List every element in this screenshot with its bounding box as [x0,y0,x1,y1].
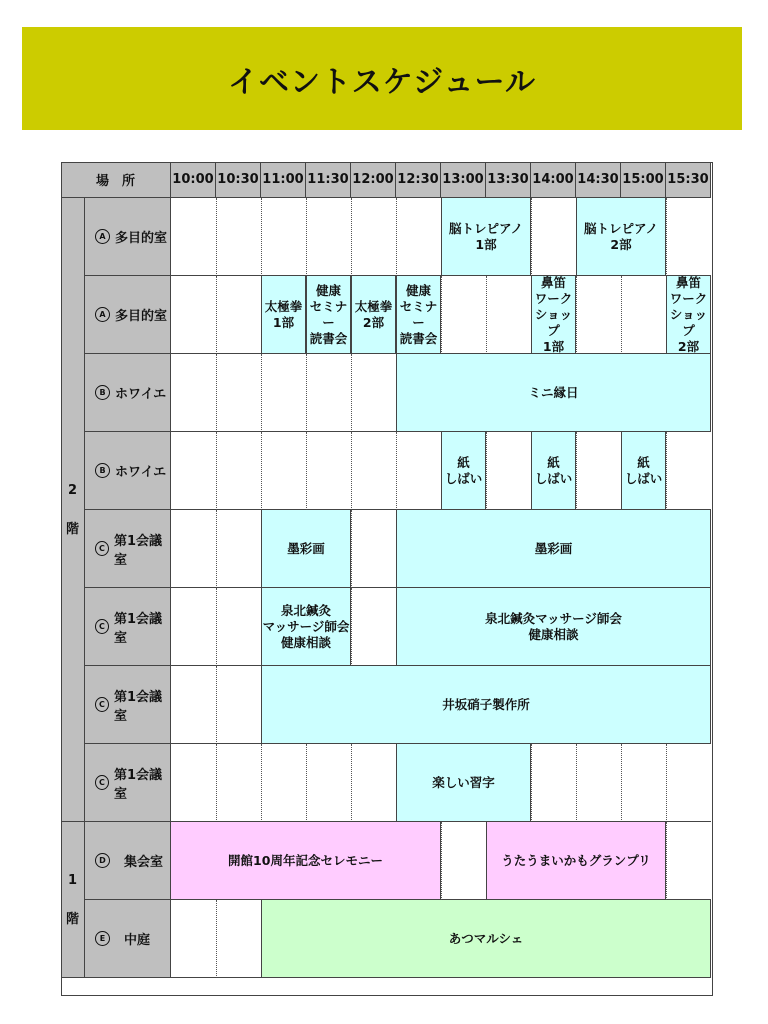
room-name: 多目的室 [115,231,168,246]
room-name: 集会室 [124,855,164,870]
event-block: 太極拳 2部 [351,276,396,354]
room-name: ホワイエ [115,465,167,480]
event-block: 太極拳 1部 [261,276,306,354]
floor-label-text: 階 [65,911,79,927]
time-header: 10:00 [171,162,216,198]
room-mark-icon: D [95,853,110,868]
table-frame [61,162,713,996]
event-block: 墨彩画 [396,510,711,588]
schedule-table [61,162,713,996]
room-name: 第1会議室 [113,767,162,802]
room-name: 多目的室 [115,309,168,324]
time-header: 14:30 [576,162,621,198]
event-block: うたうまいかもグランプリ [486,822,666,900]
room-mark-icon: C [95,697,109,712]
event-block: 楽しい習字 [396,744,531,822]
time-header: 10:30 [216,162,261,198]
event-block: あつマルシェ [261,900,711,978]
time-header: 15:00 [621,162,666,198]
event-block: 鼻笛 ワーク ショップ 1部 [531,276,576,354]
title-banner [22,27,742,130]
event-block: 紙 しばい [621,432,666,510]
event-block: ミニ縁日 [396,354,711,432]
event-block: 紙 しばい [441,432,486,510]
event-block: 紙 しばい [531,432,576,510]
room-name: 第1会議室 [113,611,162,646]
page-title: イベントスケジュール [228,64,536,100]
room-mark-icon: A [95,307,110,322]
room-mark-icon: C [95,541,109,556]
event-block: 鼻笛 ワーク ショップ 2部 [666,276,711,354]
time-header: 14:00 [531,162,576,198]
time-header: 12:00 [351,162,396,198]
event-block: 井坂硝子製作所 [261,666,711,744]
room-name: 第1会議室 [113,689,162,724]
time-header: 13:30 [486,162,531,198]
event-block: 脳トレピアノ 1部 [441,198,531,276]
event-block: 泉北鍼灸マッサージ師会 健康相談 [396,588,711,666]
floor-label-text: 1 [67,872,78,888]
event-block: 健康 セミナー 読書会 [306,276,351,354]
place-header: 場 所 [61,162,171,198]
time-header: 11:00 [261,162,306,198]
room-mark-icon: A [95,229,110,244]
room-name: ホワイエ [115,387,167,402]
room-name: 第1会議室 [113,533,162,568]
event-block: 開館10周年記念セレモニー [171,822,441,900]
room-mark-icon: E [95,931,110,946]
time-header: 11:30 [306,162,351,198]
room-name: 中庭 [124,933,151,948]
event-block: 健康 セミナー 読書会 [396,276,441,354]
room-mark-icon: C [95,775,109,790]
floor-label-text: 2 [67,482,78,498]
time-header: 13:00 [441,162,486,198]
time-header: 15:30 [666,162,711,198]
event-block: 泉北鍼灸 マッサージ師会 健康相談 [261,588,351,666]
room-mark-icon: B [95,385,110,400]
room-mark-icon: C [95,619,109,634]
time-header: 12:30 [396,162,441,198]
room-mark-icon: B [95,463,110,478]
floor-label-text: 階 [65,521,79,537]
event-block: 墨彩画 [261,510,351,588]
event-block: 脳トレピアノ 2部 [576,198,666,276]
